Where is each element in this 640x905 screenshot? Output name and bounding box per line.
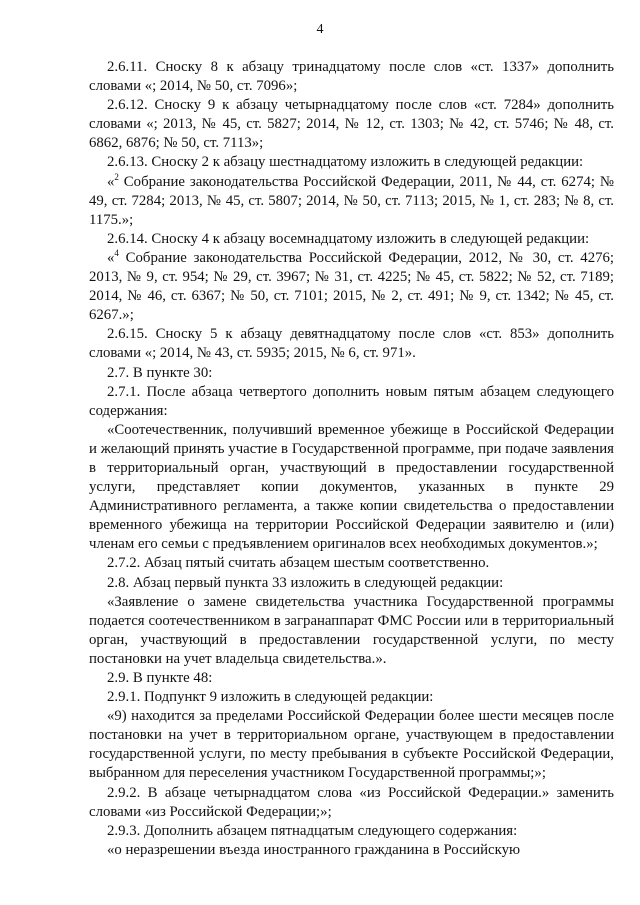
paragraph (89, 325, 614, 363)
paragraph (89, 784, 614, 822)
paragraph-text: 2.7.1. После абзаца четвертого дополнить новым пятым абзацем следующего содержания: (89, 383, 614, 419)
page-number: 4 (316, 22, 324, 37)
paragraph-text: 2.6.11. Сноску 8 к абзацу тринадцатому после слов «ст. 1337» дополнить словами «; 2014, № 50, ст. 7096»; (89, 59, 614, 95)
paragraph-text: 2.8. Абзац первый пункта 33 изложить в следующей редакции: (107, 574, 504, 591)
paragraph-text: 2.9.2. В абзаце четырнадцатом слова «из Российской Федерации.» заменить словами «из Российской Федерации;»; (89, 784, 614, 820)
paragraph-text: «Заявление о замене свидетельства участника Государственной программы подается соотечественником в загранаппарат ФМС России или в территориальный орган, участвующий в предоставлении государственной услуги, по месту постановки на учет владельца свидетельства.». (89, 593, 614, 667)
paragraph (89, 554, 614, 573)
paragraph-text: «о неразрешении въезда иностранного гражданина в Российскую (107, 841, 521, 858)
paragraph (89, 707, 614, 783)
paragraph-text: Собрание законодательства Российской Федерации, 2011, № 44, ст. 6274; № 49, ст. 7284; 2013, № 45, ст. 5807; 2014, № 50, ст. 7113; 2015, № 1, ст. 283; № 8, ст. 1175.»; (89, 173, 614, 228)
paragraph (89, 58, 614, 96)
paragraph (89, 96, 614, 153)
paragraph-text: 2.7.2. Абзац пятый считать абзацем шестым соответственно. (107, 555, 490, 572)
paragraph (89, 574, 614, 593)
paragraph-text: «9) находится за пределами Российской Федерации более шести месяцев после постановки на учет в территориальном органе, участвующем в предоставлении государственной услуги, по месту пребывания в субъекте Российской Федерации, выбранном для переселения участником Государственной программы;»; (89, 708, 614, 782)
paragraph (89, 249, 614, 325)
paragraph (89, 841, 614, 860)
paragraph-text: 2.9.1. Подпункт 9 изложить в следующей редакции: (107, 689, 434, 706)
paragraph-text: 2.7. В пункте 30: (107, 364, 213, 381)
paragraph (89, 822, 614, 841)
opening-quote: « (107, 173, 115, 190)
opening-quote: « (107, 249, 115, 266)
footnote-marker: 2 (114, 171, 119, 182)
paragraph (89, 173, 614, 230)
document-body (89, 58, 614, 860)
paragraph (89, 153, 614, 172)
paragraph-text: 2.6.13. Сноску 2 к абзацу шестнадцатому изложить в следующей редакции: (107, 154, 584, 171)
paragraph-text: Собрание законодательства Российской Федерации, 2012, № 30, ст. 4276; 2013, № 9, ст. 954; № 29, ст. 3967; № 31, ст. 4225; № 45, ст. 5822; № 52, ст. 7189; 2014, № 46, ст. 6367; № 50, ст. 7101; 2015, № 2, ст. 491; № 9, ст. 1342; № 45, ст. 6267.»; (89, 249, 614, 324)
paragraph (89, 669, 614, 688)
paragraph (89, 593, 614, 669)
paragraph-text: 2.6.12. Сноску 9 к абзацу четырнадцатому после слов «ст. 7284» дополнить словами «; 2013, № 45, ст. 5827; 2014, № 12, ст. 1303; № 42, ст. 5746; № 48, ст. 6862, 6876; № 50, ст. 7113»; (89, 97, 614, 152)
footnote-marker: 4 (114, 247, 119, 258)
paragraph (89, 364, 614, 383)
paragraph-text: «Соотечественник, получивший временное убежище в Российской Федерации и желающий принять участие в Государственной программе, при подаче заявления в территориальный орган, участвующий в предоставлении государственной услуги, представляет копии документов, указанных в пункте 29 Административного регламента, а также копии свидетельства о предоставлении временного убежища на территории Российской Федерации заявителю и (или) членам его семьи с предъявлением оригиналов всех необходимых документов.»; (89, 421, 614, 553)
paragraph-text: 2.6.14. Сноску 4 к абзацу восемнадцатому изложить в следующей редакции: (107, 230, 590, 247)
paragraph (89, 383, 614, 421)
paragraph-text: 2.9.3. Дополнить абзацем пятнадцатым следующего содержания: (107, 822, 518, 839)
paragraph-text: 2.6.15. Сноску 5 к абзацу девятнадцатому после слов «ст. 853» дополнить словами «; 2014, № 43, ст. 5935; 2015, № 6, ст. 971». (89, 326, 614, 362)
paragraph-text: 2.9. В пункте 48: (107, 670, 213, 686)
paragraph (89, 230, 614, 249)
paragraph (89, 421, 614, 555)
paragraph (89, 688, 614, 707)
